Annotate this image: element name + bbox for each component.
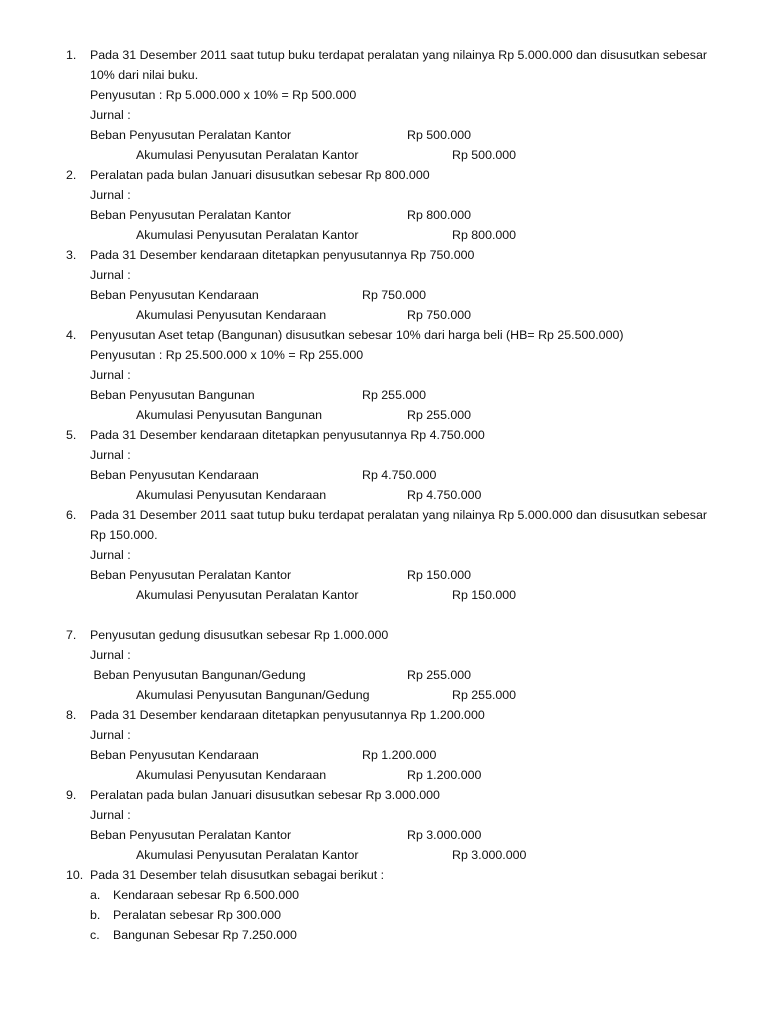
- list-item-9: [0, 785, 768, 865]
- item-number: 6.: [66, 508, 77, 522]
- list-item-6: [0, 505, 768, 605]
- sub-item-letter: c.: [90, 928, 100, 942]
- item-number: 4.: [66, 328, 77, 342]
- credit-amount: Rp 150.000: [452, 588, 517, 602]
- credit-account: Akumulasi Penyusutan Kendaraan: [136, 488, 327, 502]
- debit-account: Beban Penyusutan Peralatan Kantor: [90, 128, 292, 142]
- credit-amount: Rp 255.000: [407, 408, 472, 422]
- debit-amount: Rp 3.000.000: [407, 828, 482, 842]
- jurnal-label: Jurnal :: [90, 448, 131, 462]
- debit-account: Beban Penyusutan Peralatan Kantor: [90, 828, 292, 842]
- credit-account: Akumulasi Penyusutan Peralatan Kantor: [136, 148, 359, 162]
- credit-amount: Rp 3.000.000: [452, 848, 527, 862]
- item-text: Peralatan pada bulan Januari disusutkan sebesar Rp 800.000: [90, 168, 430, 182]
- debit-amount: Rp 150.000: [407, 568, 472, 582]
- debit-account: Beban Penyusutan Peralatan Kantor: [90, 208, 292, 222]
- item-text: Peralatan pada bulan Januari disusutkan sebesar Rp 3.000.000: [90, 788, 440, 802]
- list-item-1: [0, 45, 768, 165]
- credit-amount: Rp 800.000: [452, 228, 517, 242]
- list-item-10: [0, 865, 768, 945]
- item-number: 2.: [66, 168, 77, 182]
- jurnal-label: Jurnal :: [90, 548, 131, 562]
- item-text-continued: 10% dari nilai buku.: [90, 68, 199, 82]
- debit-amount: Rp 4.750.000: [362, 468, 437, 482]
- debit-account: Beban Penyusutan Kendaraan: [90, 288, 259, 302]
- debit-amount: Rp 255.000: [362, 388, 427, 402]
- credit-amount: Rp 1.200.000: [407, 768, 482, 782]
- sub-item-letter: b.: [90, 908, 101, 922]
- sub-item-c: [0, 925, 768, 945]
- debit-account: Beban Penyusutan Bangunan/Gedung: [90, 668, 306, 682]
- item-number: 5.: [66, 428, 77, 442]
- credit-account: Akumulasi Penyusutan Bangunan/Gedung: [136, 688, 370, 702]
- item-number: 1.: [66, 48, 77, 62]
- list-item-5: [0, 425, 768, 505]
- sub-item-text: Peralatan sebesar Rp 300.000: [113, 908, 282, 922]
- credit-amount: Rp 500.000: [452, 148, 517, 162]
- credit-amount: Rp 750.000: [407, 308, 472, 322]
- item-text: Penyusutan Aset tetap (Bangunan) disusutkan sebesar 10% dari harga beli (HB= Rp 25.500.000): [90, 328, 624, 342]
- credit-account: Akumulasi Penyusutan Peralatan Kantor: [136, 588, 359, 602]
- list-item-4: [0, 325, 768, 425]
- item-text: Pada 31 Desember 2011 saat tutup buku terdapat peralatan yang nilainya Rp 5.000.000 dan disusutkan sebesar: [90, 508, 707, 522]
- credit-amount: Rp 4.750.000: [407, 488, 482, 502]
- credit-account: Akumulasi Penyusutan Peralatan Kantor: [136, 848, 359, 862]
- sub-item-letter: a.: [90, 888, 101, 902]
- list-item-2: [0, 165, 768, 245]
- debit-amount: Rp 1.200.000: [362, 748, 437, 762]
- item-text: Pada 31 Desember 2011 saat tutup buku terdapat peralatan yang nilainya Rp 5.000.000 dan disusutkan sebesar: [90, 48, 707, 62]
- list-item-7: [0, 625, 768, 705]
- calculation-line: Penyusutan : Rp 5.000.000 x 10% = Rp 500.000: [90, 88, 357, 102]
- sub-item-a: [0, 885, 768, 905]
- item-number: 10.: [66, 868, 84, 882]
- credit-account: Akumulasi Penyusutan Kendaraan: [136, 768, 327, 782]
- debit-account: Beban Penyusutan Kendaraan: [90, 468, 259, 482]
- debit-amount: Rp 750.000: [362, 288, 427, 302]
- jurnal-label: Jurnal :: [90, 108, 131, 122]
- item-number: 8.: [66, 708, 77, 722]
- list-item-3: [0, 245, 768, 325]
- calculation-line: Penyusutan : Rp 25.500.000 x 10% = Rp 255.000: [90, 348, 364, 362]
- item-text: Penyusutan gedung disusutkan sebesar Rp 1.000.000: [90, 628, 389, 642]
- debit-account: Beban Penyusutan Peralatan Kantor: [90, 568, 292, 582]
- jurnal-label: Jurnal :: [90, 268, 131, 282]
- item-text: Pada 31 Desember kendaraan ditetapkan penyusutannya Rp 4.750.000: [90, 428, 485, 442]
- jurnal-label: Jurnal :: [90, 648, 131, 662]
- credit-account: Akumulasi Penyusutan Bangunan: [136, 408, 322, 422]
- item-text: Pada 31 Desember kendaraan ditetapkan penyusutannya Rp 1.200.000: [90, 708, 485, 722]
- debit-account: Beban Penyusutan Bangunan: [90, 388, 255, 402]
- sub-item-text: Kendaraan sebesar Rp 6.500.000: [113, 888, 299, 902]
- item-number: 9.: [66, 788, 77, 802]
- debit-amount: Rp 800.000: [407, 208, 472, 222]
- jurnal-label: Jurnal :: [90, 368, 131, 382]
- jurnal-label: Jurnal :: [90, 808, 131, 822]
- item-text-continued: Rp 150.000.: [90, 528, 158, 542]
- list-item-8: [0, 705, 768, 785]
- credit-account: Akumulasi Penyusutan Kendaraan: [136, 308, 327, 322]
- debit-amount: Rp 500.000: [407, 128, 472, 142]
- jurnal-label: Jurnal :: [90, 728, 131, 742]
- item-text: Pada 31 Desember kendaraan ditetapkan penyusutannya Rp 750.000: [90, 248, 475, 262]
- debit-amount: Rp 255.000: [407, 668, 472, 682]
- jurnal-label: Jurnal :: [90, 188, 131, 202]
- credit-amount: Rp 255.000: [452, 688, 517, 702]
- item-text: Pada 31 Desember telah disusutkan sebagai berikut :: [90, 868, 385, 882]
- debit-account: Beban Penyusutan Kendaraan: [90, 748, 259, 762]
- credit-account: Akumulasi Penyusutan Peralatan Kantor: [136, 228, 359, 242]
- item-number: 7.: [66, 628, 77, 642]
- sub-item-text: Bangunan Sebesar Rp 7.250.000: [113, 928, 297, 942]
- sub-item-b: [0, 905, 768, 925]
- item-number: 3.: [66, 248, 77, 262]
